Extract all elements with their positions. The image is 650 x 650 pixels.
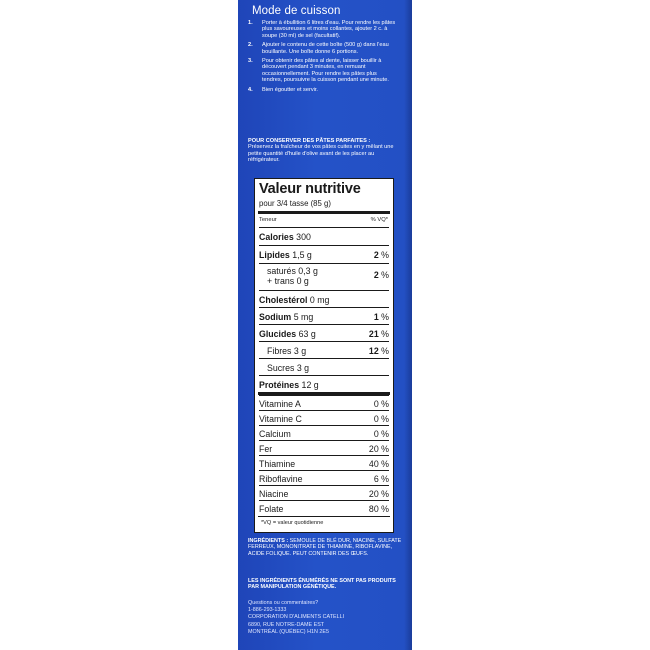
nutrient-name: Fibres <box>267 345 292 356</box>
contact-info <box>248 600 403 636</box>
nutrient-row <box>259 358 389 376</box>
vitamin-name: Calcium <box>259 428 291 439</box>
vitamin-row <box>259 410 389 426</box>
nutrition-header <box>259 217 388 223</box>
step-text: Bien égoutter et servir. <box>262 86 318 93</box>
contact-question: Questions ou commentaires? <box>248 600 319 606</box>
vitamin-row <box>259 425 389 441</box>
cooking-step <box>248 42 398 55</box>
vitamin-row <box>259 500 389 516</box>
ingredients <box>248 538 403 557</box>
nutrient-amount: 300 <box>296 231 311 242</box>
nutrient-amount: 3 g <box>296 362 310 373</box>
vitamin-name: Riboflavine <box>259 473 303 484</box>
vitamin-row <box>259 485 389 501</box>
contact-address-line2: MONTRÉAL (QUÉBEC) H1N 2E5 <box>248 628 329 635</box>
step-text: Porter à ébullition 6 litres d'eau. Pour rendre les pâtes plus savoureuses et moins collantes, ajouter 2 c. à soupe (30 ml) de sel (facultatif). <box>262 20 396 39</box>
percent-sign: % <box>381 458 389 469</box>
contact-phone: 1-886-293-1333 <box>248 607 287 614</box>
nutrition-title: Valeur nutritive <box>259 181 361 197</box>
nutrient-row <box>259 245 389 263</box>
step-number: 1. <box>248 20 253 26</box>
vitamin-daily-value: 0 <box>373 398 379 409</box>
cooking-step <box>248 20 398 39</box>
vitamin-daily-value: 0 <box>373 428 379 439</box>
nutrition-facts-panel <box>254 178 394 533</box>
percent-sign: % <box>381 428 389 439</box>
nutrient-name: + trans 0 g <box>267 276 309 286</box>
nutrient-name: Glucides <box>259 328 297 339</box>
nutrient-amount: 63 g <box>298 328 316 339</box>
storage-tip-text: Préservez la fraîcheur de vos pâtes cuites en y mêlant une petite quantité d'huile d'olive avant de les placer au réfrigérateur. <box>248 144 394 164</box>
nutrient-name: Protéines <box>259 379 300 390</box>
contact-address-line1: 6890, RUE NOTRE-DAME EST <box>248 621 325 628</box>
cooking-step <box>248 58 398 84</box>
percent-sign: % <box>381 473 389 484</box>
step-text: Ajouter le contenu de cette boîte (500 g) dans l'eau bouillante. Une boîte donne 6 portions. <box>262 42 389 55</box>
vitamin-daily-value: 6 <box>373 473 379 484</box>
nutrient-row <box>259 263 389 290</box>
nutrient-daily-value: 21 <box>368 328 379 339</box>
percent-sign: % <box>381 345 389 356</box>
divider <box>258 516 390 517</box>
percent-sign: % <box>381 328 389 339</box>
step-number: 3. <box>248 58 253 65</box>
nutrient-daily-value: 12 <box>368 345 379 356</box>
header-amount: Teneur <box>259 217 277 223</box>
percent-sign: % <box>381 443 389 454</box>
vitamin-row <box>259 470 389 486</box>
vitamin-daily-value: 0 <box>373 413 379 424</box>
ingredients-text: SEMOULE DE BLÉ DUR, NIACINE, SULFATE FERREUX, MONONITRATE DE THIAMINE, RIBOFLAVINE, ACIDE FOLIQUE. PEUT CONTENIR DES ŒUFS. <box>248 538 402 557</box>
vitamin-row <box>259 440 389 456</box>
vitamin-row <box>259 395 389 411</box>
percent-sign: % <box>381 311 389 322</box>
thick-divider <box>258 211 390 214</box>
gmo-statement: LES INGRÉDIENTS ÉNUMÉRÉS NE SONT PAS PRODUITS PAR MANIPULATION GÉNÉTIQUE. <box>248 578 396 591</box>
cooking-steps <box>248 20 398 96</box>
nutrient-daily-value: 2 <box>373 249 379 260</box>
daily-value-footnote: *VQ = valeur quotidienne <box>261 520 324 526</box>
nutrient-amount: 5 mg <box>293 311 314 322</box>
nutrient-name: Calories <box>259 231 294 242</box>
vitamin-name: Thiamine <box>259 458 296 469</box>
vitamin-row <box>259 455 389 471</box>
nutrient-name: Cholestérol <box>259 294 308 305</box>
vitamin-daily-value: 40 <box>368 458 379 469</box>
nutrient-amount: 0 mg <box>309 294 330 305</box>
step-text: Pour obtenir des pâtes al dente, laisser bouillir à découvert pendant 3 minutes, en remuant occasionnellement. Pour rendre les pâtes plus tendres, poursuivre la cuisson pendant une minute. <box>262 58 389 84</box>
vitamin-name: Fer <box>259 443 273 454</box>
nutrient-name: Sodium <box>259 311 292 322</box>
percent-sign: % <box>381 503 389 514</box>
nutrient-row <box>259 290 389 308</box>
vitamin-name: Vitamine A <box>259 398 301 409</box>
storage-tip-title: POUR CONSERVER DES PÂTES PARFAITES : <box>248 138 371 144</box>
nutrient-name: Lipides <box>259 249 290 260</box>
vitamin-daily-value: 20 <box>368 443 379 454</box>
nutrient-row <box>259 375 389 393</box>
nutrient-row <box>259 324 389 342</box>
nutrient-name: Sucres <box>267 362 295 373</box>
nutrient-row <box>259 341 389 359</box>
vitamin-name: Vitamine C <box>259 413 302 424</box>
nutrient-row <box>259 227 389 245</box>
vitamin-name: Folate <box>259 503 284 514</box>
nutrient-amount: 3 g <box>293 345 307 356</box>
cooking-step <box>248 87 398 93</box>
serving-size: pour 3/4 tasse (85 g) <box>259 199 331 208</box>
percent-sign: % <box>381 270 389 280</box>
percent-sign: % <box>381 413 389 424</box>
nutrient-name: saturés 0,3 g <box>267 266 318 276</box>
vitamin-daily-value: 20 <box>368 488 379 499</box>
nutrient-row <box>259 307 389 325</box>
percent-sign: % <box>381 488 389 499</box>
nutrient-daily-value: 2 <box>373 270 379 280</box>
contact-company: CORPORATION D'ALIMENTS CATELLI <box>248 614 345 621</box>
nutrient-amount: 12 g <box>301 379 319 390</box>
ingredients-label: INGRÉDIENTS : <box>248 538 289 544</box>
vitamin-daily-value: 80 <box>368 503 379 514</box>
cooking-title: Mode de cuisson <box>252 5 341 17</box>
percent-sign: % <box>381 398 389 409</box>
step-number: 2. <box>248 42 253 49</box>
nutrient-amount: 1,5 g <box>292 249 312 260</box>
percent-sign: % <box>381 249 389 260</box>
header-daily-value: % VQ* <box>370 217 388 223</box>
storage-tip <box>248 138 398 164</box>
vitamin-name: Niacine <box>259 488 289 499</box>
nutrient-daily-value: 1 <box>373 311 379 322</box>
step-number: 4. <box>248 86 253 93</box>
